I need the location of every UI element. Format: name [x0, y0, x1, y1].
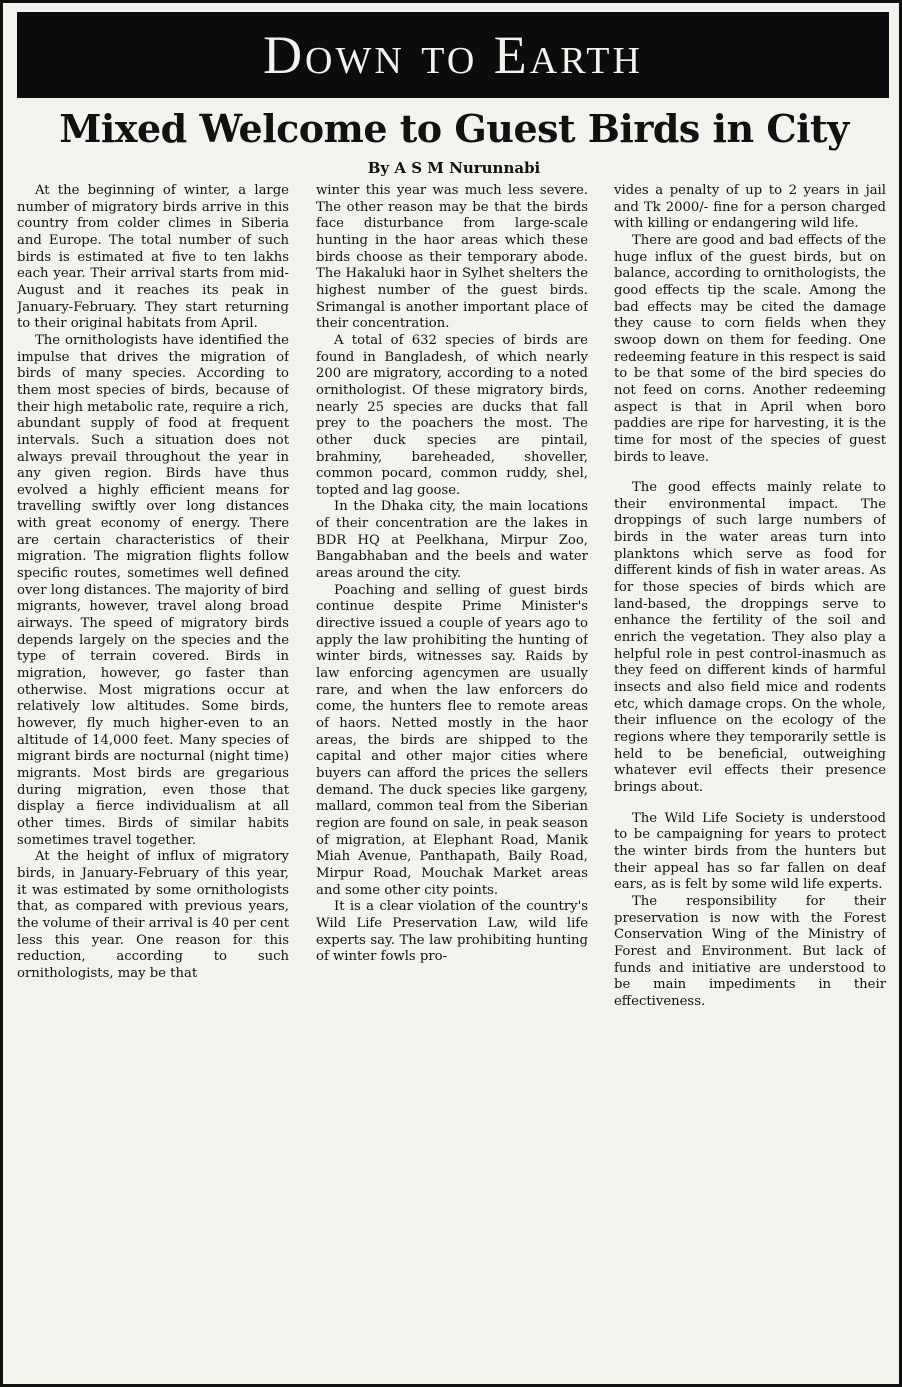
- paragraph: In the Dhaka city, the main locations of their concentration are the lakes in BDR HQ at Peelkhana, Mirpur Zoo, Bangabhaban and the beels and water areas around the city.: [316, 499, 588, 582]
- article-column-2: [316, 183, 588, 1378]
- paragraph: The responsibility for their preservation is now with the Forest Conservation Wing of the Ministry of Forest and Environment. But lack of funds and initiative are understood to be main impediments in their effectiveness.: [614, 893, 886, 1009]
- paragraph: winter this year was much less severe. The other reason may be that the birds face disturbance from large-scale hunting in the haor areas which these birds choose as their temporary abode. The Hakaluki haor in Sylhet shelters the highest number of the guest birds. Srimangal is another important place of their concentration.: [316, 183, 588, 332]
- paragraph: It is a clear violation of the country's Wild Life Preservation Law, wild life experts say. The law prohibiting hunting of winter fowls pro-: [316, 899, 588, 965]
- paragraph: There are good and bad effects of the huge influx of the guest birds, but on balance, according to ornithologists, the good effects tip the scale. Among the bad effects may be cited the damage they cause to corn fields when they swoop down on them for feeding. One redeeming feature in this respect is said to be that some of the bird species do not feed on corns. Another redeeming aspect is that in April when boro paddies are ripe for harvesting, it is the time for most of the species of guest birds to leave.: [614, 232, 886, 465]
- section-title: Down to Earth: [263, 25, 643, 85]
- paragraph: vides a penalty of up to 2 years in jail and Tk 2000/- fine for a person charged with killing or endangering wild life.: [614, 183, 886, 232]
- paragraph: The ornithologists have identified the impulse that drives the migration of birds of many species. According to them most species of birds, because of their high metabolic rate, require a rich, abundant supply of food at frequent intervals. Such a situation does not always prevail throughout the year in any given region. Birds have thus evolved a highly efficient means for travelling swiftly over long distances with great economy of energy. There are certain characteristics of their migration. The migration flights follow specific routes, sometimes well defined over long distances. The majority of bird migrants, however, travel along broad airways. The speed of migratory birds depends largely on the species and the type of terrain covered. Birds in migration, however, go faster than otherwise. Most migrations occur at relatively low altitudes. Some birds, however, fly much higher-even to an altitude of 14,000 feet. Many species of migrant birds are nocturnal (night time) migrants. Most birds are gregarious during migration, even those that display a fierce individualism at all other times. Birds of similar habits sometimes travel together.: [17, 332, 289, 848]
- paragraph: At the beginning of winter, a large number of migratory birds arrive in this country from colder climes in Siberia and Europe. The total number of such birds is estimated at five to ten lakhs each year. Their arrival starts from mid-August and it reaches its peak in January-February. They start returning to their original habitats from April.: [17, 183, 289, 332]
- paragraph: The good effects mainly relate to their environmental impact. The droppings of such large numbers of birds in the water areas turn into planktons which serve as food for different kinds of fish in water areas. As for those species of birds which are land-based, the droppings serve to enhance the fertility of the soil and enrich the vegetation. They also play a helpful role in pest control-inasmuch as they feed on different kinds of harmful insects and also field mice and rodents etc, which damage crops. On the whole, their influence on the ecology of the regions where they temporarily settle is held to be beneficial, outweighing whatever evil effects their presence brings about.: [614, 480, 886, 795]
- article-column-3: [614, 183, 886, 1378]
- paragraph: Poaching and selling of guest birds continue despite Prime Minister's directive issued a couple of years ago to apply the law prohibiting the hunting of winter birds, witnesses say. Raids by law enforcing agencymen are usually rare, and when the law enforcers do come, the hunters flee to remote areas of haors. Netted mostly in the haor areas, the birds are shipped to the capital and other major cities where buyers can afford the prices the sellers demand. The duck species like gargeny, mallard, common teal from the Siberian region are found on sale, in peak season of migration, at Elephant Road, Manik Miah Avenue, Panthapath, Baily Road, Mirpur Road, Mouchak Market areas and some other city points.: [316, 582, 588, 898]
- section-banner: [17, 12, 889, 98]
- paragraph: At the height of influx of migratory birds, in January-February of this year, it was estimated by some ornithologists that, as compared with previous years, the volume of their arrival is 40 per cent less this year. One reason for this reduction, according to such ornithologists, may be that: [17, 849, 289, 981]
- article-headline: Mixed Welcome to Guest Birds in City: [59, 106, 849, 151]
- paragraph: A total of 632 species of birds are found in Bangladesh, of which nearly 200 are migratory, according to a noted ornithologist. Of these migratory birds, nearly 25 species are ducks that fall prey to the poachers the most. The other duck species are pintail, brahminy, bareheaded, shoveller, common pocard, common ruddy, shel, topted and lag goose.: [316, 332, 588, 498]
- article-column-1: [17, 183, 289, 1378]
- article-byline: By A S M Nurunnabi: [367, 159, 541, 177]
- paragraph: The Wild Life Society is understood to be campaigning for years to protect the winter birds from the hunters but their appeal has so far fallen on deaf ears, as is felt by some wild life experts.: [614, 810, 886, 893]
